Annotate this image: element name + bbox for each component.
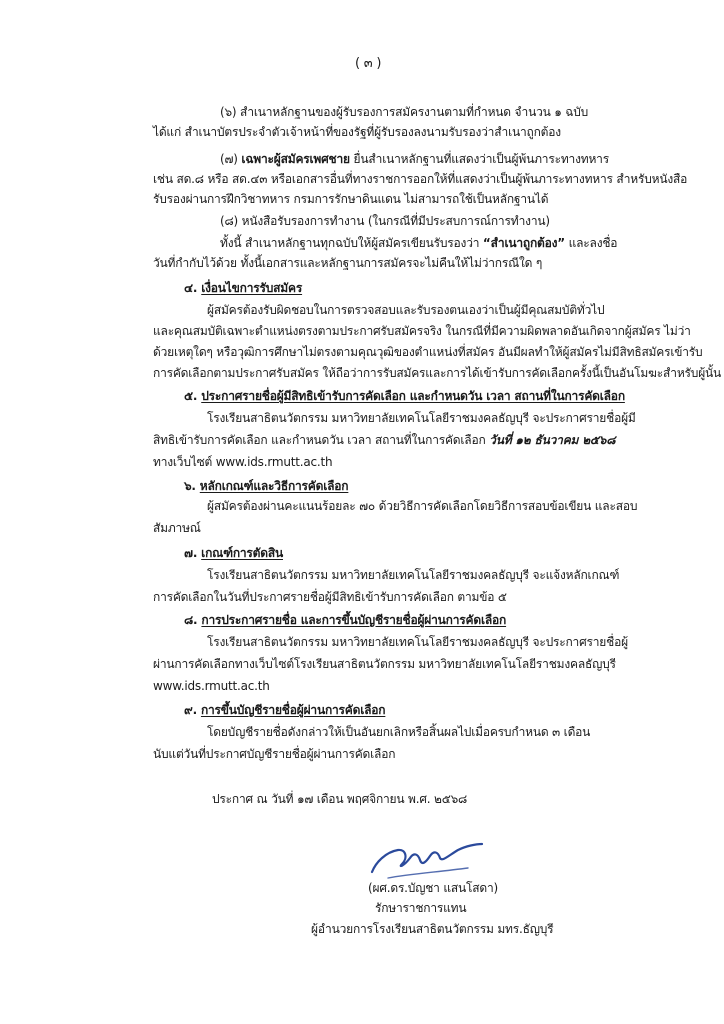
sec8-title: การประกาศรายชื่อ และการขึ้นบัญชีรายชื่อผู้ผ่านการคัดเลือก (201, 613, 507, 627)
sec8-line2: ผ่านการคัดเลือกทางเว็บไซต์โรงเรียนสาธิตนวัตกรรม มหาวิทยาลัยเทคโนโลยีราชมงคลธัญบุรี (153, 657, 616, 671)
sec4-line2: และคุณสมบัติเฉพาะตำแหน่งตรงตามประกาศรับสมัครจริง ในกรณีที่มีความผิดพลาดอันเกิดจากผู้สมัคร ไม่ว่า (153, 324, 691, 338)
sec9-line2: นับแต่วันที่ประกาศบัญชีรายชื่อผู้ผ่านการคัดเลือก (153, 747, 396, 761)
sec4-line1: ผู้สมัครต้องรับผิดชอบในการตรวจสอบและรับรองตนเองว่าเป็นผู้มีคุณสมบัติทั่วไป (207, 303, 605, 317)
sec5-line2 (153, 432, 615, 448)
sec4-num: ๔. (184, 281, 198, 295)
sec9-line1: โดยบัญชีรายชื่อดังกล่าวให้เป็นอันยกเลิกหรือสิ้นผลไปเมื่อครบกำหนด ๓ เดือน (207, 725, 591, 739)
sec5-line2-text: สิทธิเข้ารับการคัดเลือก และกำหนดวัน เวลา สถานที่ในการคัดเลือก (153, 433, 486, 447)
sec6-heading (184, 478, 348, 494)
sec4-line3: ด้วยเหตุใดๆ หรือวุฒิการศึกษาไม่ตรงตามคุณวุฒิของตำแหน่งที่สมัคร อันมีผลทำให้ผู้สมัครไม่มีสิทธิสมัครเข้ารับ (153, 345, 703, 359)
sec5-num: ๕. (184, 389, 198, 403)
sec5-title: ประกาศรายชื่อผู้มีสิทธิเข้ารับการคัดเลือก และกำหนดวัน เวลา สถานที่ในการคัดเลือก (201, 389, 625, 403)
sec6-line2: สัมภาษณ์ (153, 521, 201, 535)
sec9-num: ๙. (184, 703, 197, 717)
sec5-line1: โรงเรียนสาธิตนวัตกรรม มหาวิทยาลัยเทคโนโลยีราชมงคลธัญบุรี จะประกาศรายชื่อผู้มี (207, 411, 636, 425)
sec7-num: ๗. (184, 546, 198, 560)
certify-bold: “สำเนาถูกต้อง” (482, 236, 565, 250)
announce-date: ประกาศ ณ วันที่ ๑๗ เดือน พฤศจิกายน พ.ศ. ๒๕๖๘ (212, 792, 468, 806)
item7-bold: เฉพาะผู้สมัครเพศชาย (241, 152, 350, 166)
sec8-line1: โรงเรียนสาธิตนวัตกรรม มหาวิทยาลัยเทคโนโลยีราชมงคลธัญบุรี จะประกาศรายชื่อผู้ (207, 635, 628, 649)
item7-line2: เช่น สด.๘ หรือ สด.๔๓ หรือเอกสารอื่นที่ทางราชการออกให้ที่แสดงว่าเป็นผู้พ้นภาระทางทหาร สำหรับหนังสือ (153, 172, 688, 186)
sec8-num: ๘. (184, 613, 198, 627)
item6-line1: (๖) สำเนาหลักฐานของผู้รับรองการสมัครงานตามที่กำหนด จำนวน ๑ ฉบับ (220, 105, 589, 119)
item7-prefix: (๗) (220, 152, 238, 166)
sec6-title: หลักเกณฑ์และวิธีการคัดเลือก (199, 479, 349, 493)
sec9-heading (184, 702, 385, 718)
signature (368, 832, 486, 884)
sec7-title: เกณฑ์การตัดสิน (201, 546, 283, 560)
signer-name: (ผศ.ดร.บัญชา แสนโสดา) (368, 881, 498, 895)
sec7-line1: โรงเรียนสาธิตนวัตกรรม มหาวิทยาลัยเทคโนโลยีราชมงคลธัญบุรี จะแจ้งหลักเกณฑ์ (207, 568, 620, 582)
certify-line2: วันที่กำกับไว้ด้วย ทั้งนี้เอกสารและหลักฐานการสมัครจะไม่คืนให้ไม่ว่ากรณีใด ๆ (153, 256, 543, 270)
certify-text-a: ทั้งนี้ สำเนาหลักฐานทุกฉบับให้ผู้สมัครเขียนรับรองว่า (220, 236, 480, 250)
sec9-title: การขึ้นบัญชีรายชื่อผู้ผ่านการคัดเลือก (200, 703, 386, 717)
page-number: ( ๓ ) (355, 56, 382, 71)
signer-position: ผู้อำนวยการโรงเรียนสาธิตนวัตกรรม มทร.ธัญบุรี (311, 922, 554, 936)
signer-acting: รักษาราชการแทน (375, 901, 467, 915)
sec5-line3: ทางเว็บไซต์ www.ids.rmutt.ac.th (153, 455, 333, 469)
sec5-heading (184, 388, 625, 404)
sec4-heading (184, 280, 302, 296)
certify-text-b: และลงชื่อ (568, 236, 618, 250)
sec8-heading (184, 612, 506, 628)
sec5-date: วันที่ ๑๒ ธันวาคม ๒๕๖๘ (489, 433, 616, 447)
sec6-num: ๖. (184, 479, 196, 493)
sec7-heading (184, 545, 283, 561)
item7-rest: ยื่นสำเนาหลักฐานที่แสดงว่าเป็นผู้พ้นภาระทางทหาร (353, 152, 609, 166)
sec6-line1: ผู้สมัครต้องผ่านคะแนนร้อยละ ๗๐ ด้วยวิธีการคัดเลือกโดยวิธีการสอบข้อเขียน และสอบ (207, 499, 638, 513)
item6-line2: ได้แก่ สำเนาบัตรประจำตัวเจ้าหน้าที่ของรัฐที่ผู้รับรองลงนามรับรองว่าสำเนาถูกต้อง (153, 125, 561, 139)
item7-line1 (220, 151, 609, 167)
certify-line1 (220, 235, 617, 251)
sec4-line4: การคัดเลือกตามประกาศรับสมัคร ให้ถือว่าการรับสมัครและการได้เข้ารับการคัดเลือกครั้งนี้เป็นอันโมฆะสำหรับผู้นั้น (153, 366, 722, 380)
sec7-line2: การคัดเลือกในวันที่ประกาศรายชื่อผู้มีสิทธิเข้ารับการคัดเลือก ตามข้อ ๕ (153, 590, 507, 604)
item7-line3: รับรองผ่านการฝึกวิชาทหาร กรมการรักษาดินแดน ไม่สามารถใช้เป็นหลักฐานได้ (153, 192, 549, 206)
item8-line: (๘) หนังสือรับรองการทำงาน (ในกรณีที่มีประสบการณ์การทำงาน) (220, 214, 550, 228)
sec8-line3: www.ids.rmutt.ac.th (153, 679, 270, 693)
sec4-title: เงื่อนไขการรับสมัคร (201, 281, 303, 295)
